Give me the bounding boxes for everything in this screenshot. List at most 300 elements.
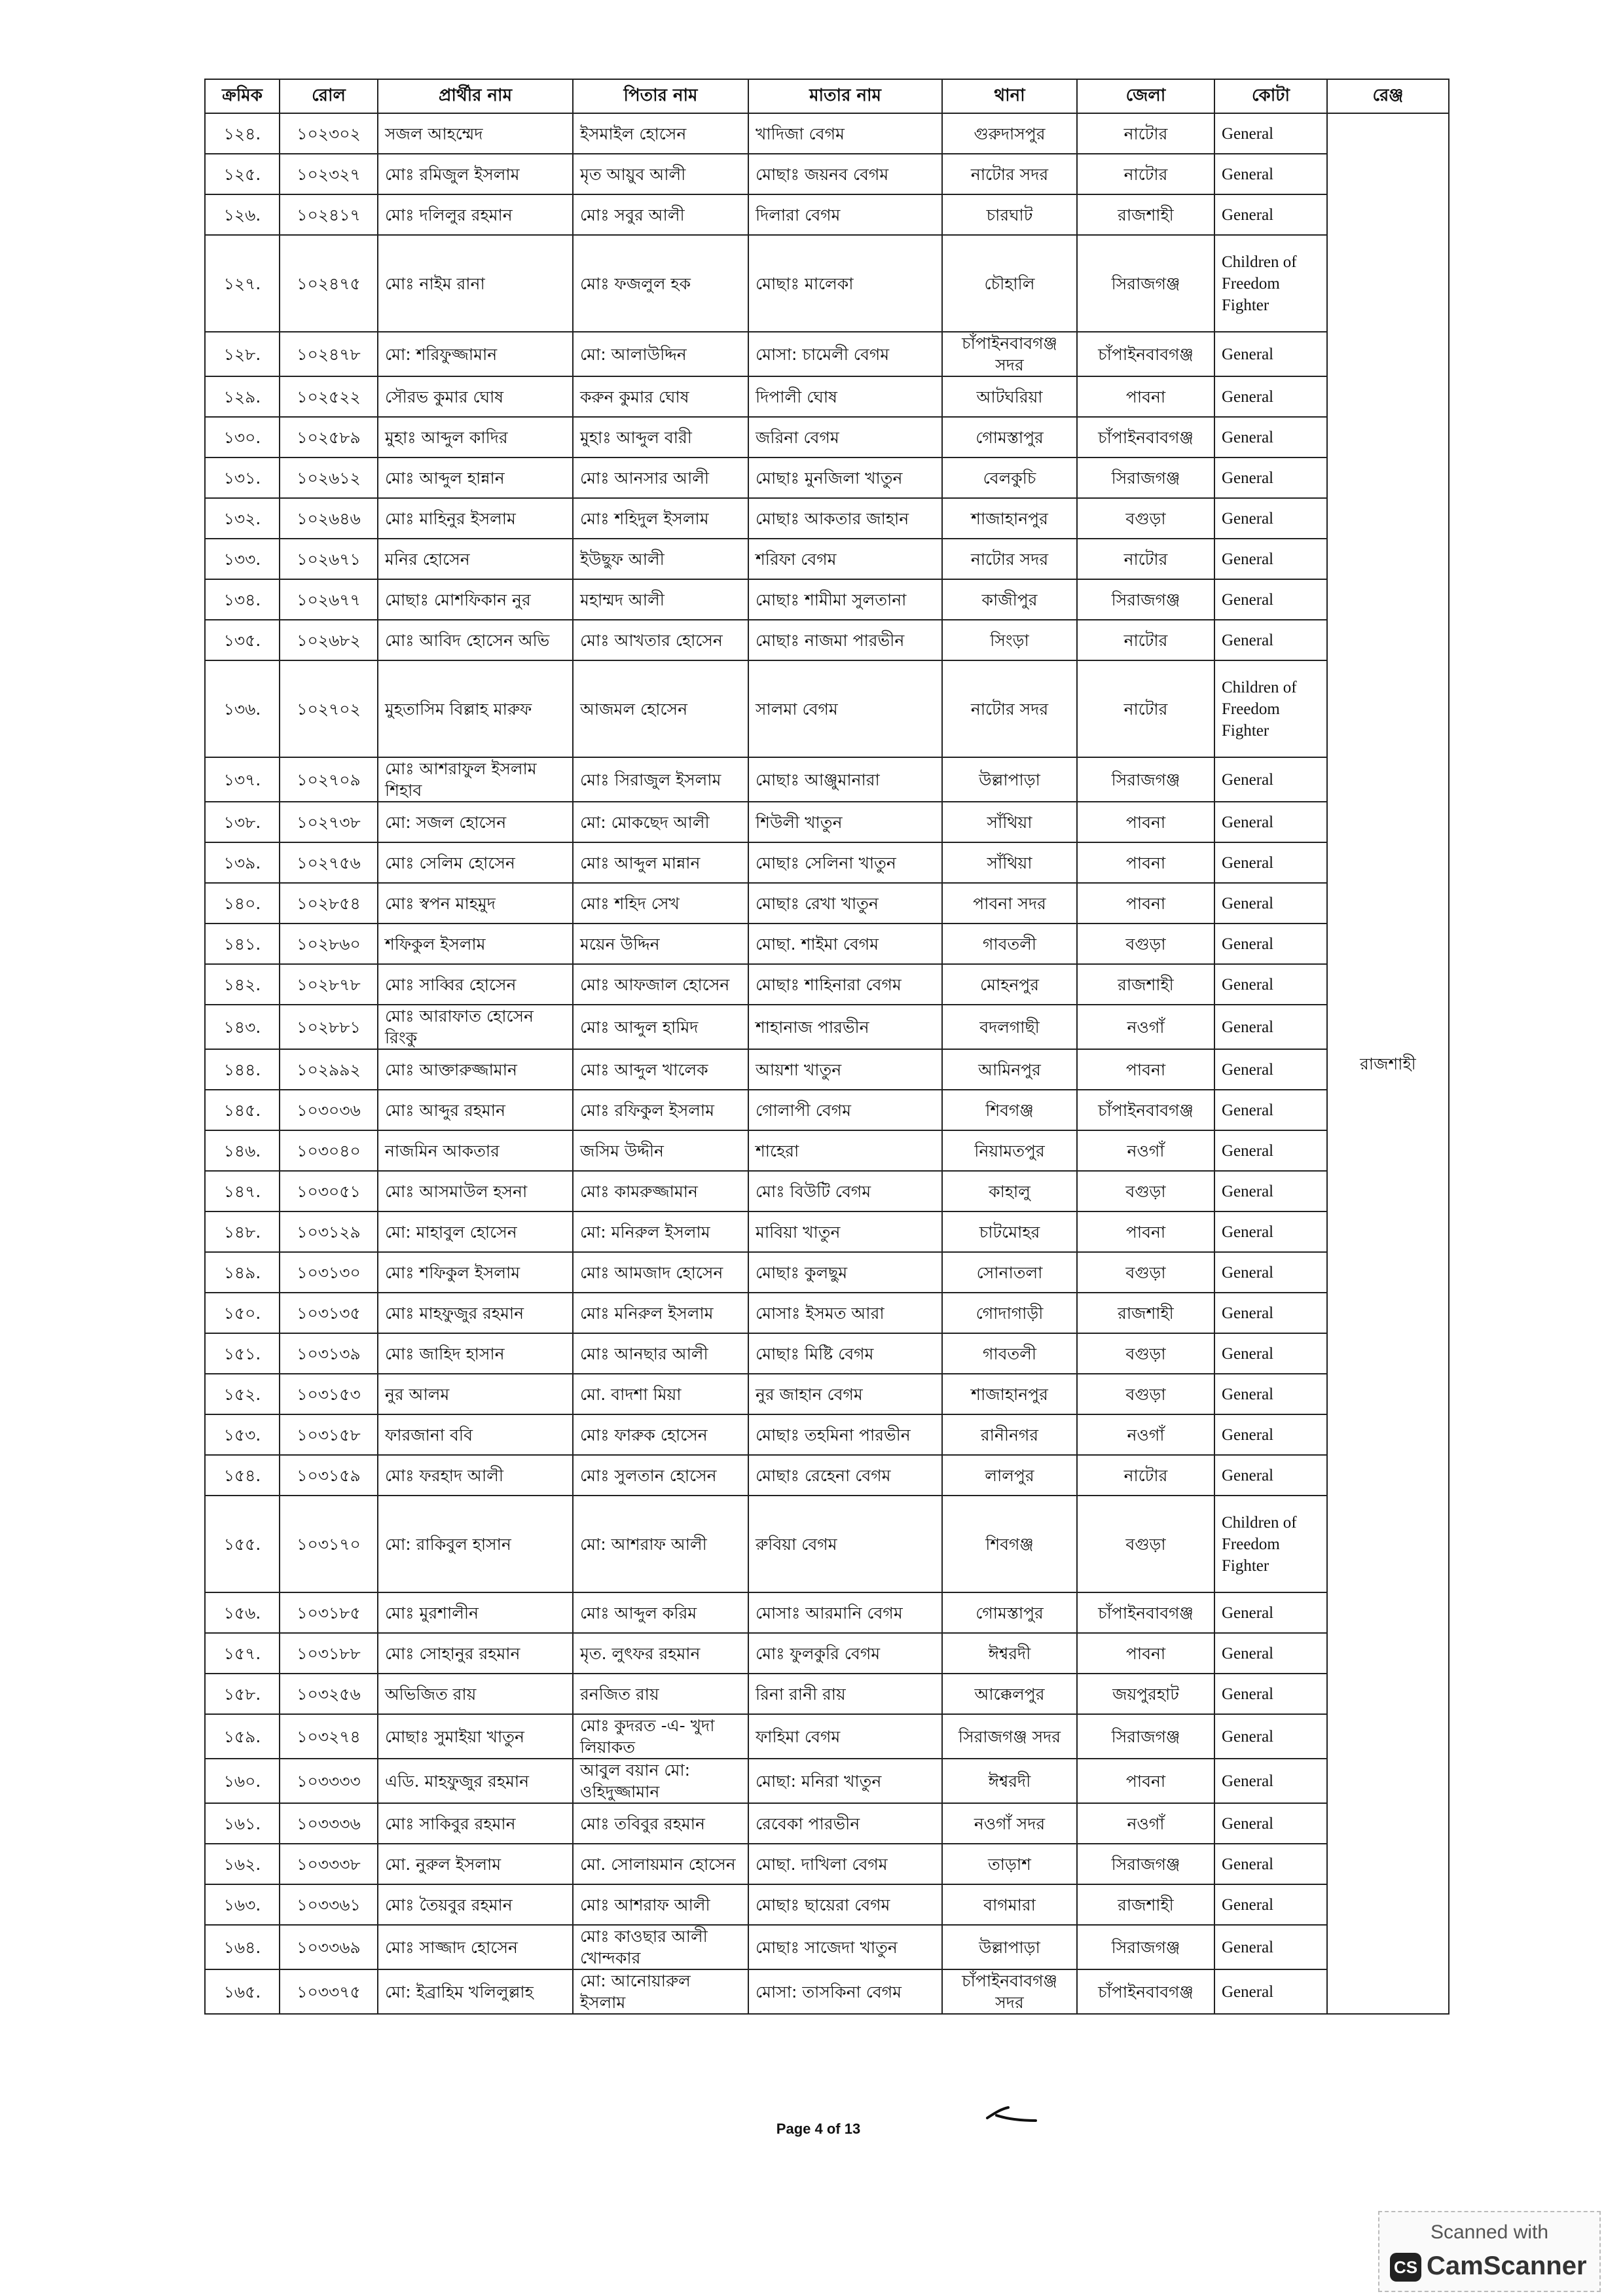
thana-cell: গুরুদাসপুর: [942, 113, 1077, 154]
father-name-cell: মোঃ কামরুজ্জামান: [573, 1171, 748, 1211]
serial-cell: ১৪২.: [205, 964, 280, 1005]
district-cell: নওগাঁ: [1077, 1803, 1214, 1844]
candidate-name-cell: মোঃ আরাফাত হোসেন রিংকু: [378, 1005, 573, 1049]
father-name-cell: মো: আনোয়ারুল ইসলাম: [573, 1969, 748, 2014]
roll-cell: ১০২৪১৭: [280, 194, 378, 235]
table-row: [205, 1293, 1449, 1333]
thana-cell: সিরাজগঞ্জ সদর: [942, 1714, 1077, 1759]
father-name-cell: মো. বাদশা মিয়া: [573, 1374, 748, 1414]
serial-cell: ১৩৫.: [205, 620, 280, 660]
candidate-name-cell: মোঃ ফরহাদ আলী: [378, 1455, 573, 1496]
thana-cell: শিবগঞ্জ: [942, 1496, 1077, 1592]
quota-cell: General: [1214, 757, 1327, 802]
mother-name-cell: নুর জাহান বেগম: [748, 1374, 942, 1414]
serial-cell: ১৪৩.: [205, 1005, 280, 1049]
serial-cell: ১৪০.: [205, 883, 280, 924]
header-candidate-name: প্রার্থীর নাম: [378, 79, 573, 113]
father-name-cell: আজমল হোসেন: [573, 660, 748, 757]
mother-name-cell: মোছাঃ কুলছুম: [748, 1252, 942, 1293]
roll-cell: ১০৩১৩৫: [280, 1293, 378, 1333]
quota-cell: General: [1214, 1455, 1327, 1496]
thana-cell: বেলকুচি: [942, 457, 1077, 498]
district-cell: চাঁপাইনবাবগঞ্জ: [1077, 332, 1214, 376]
father-name-cell: মোঃ আখতার হোসেন: [573, 620, 748, 660]
father-name-cell: মোঃ কুদরত -এ- খুদা লিয়াকত: [573, 1714, 748, 1759]
roll-cell: ১০২৬৭৭: [280, 579, 378, 620]
header-district: জেলা: [1077, 79, 1214, 113]
quota-cell: General: [1214, 802, 1327, 842]
candidate-name-cell: মো: মাহাবুল হোসেন: [378, 1211, 573, 1252]
mother-name-cell: রেবেকা পারভীন: [748, 1803, 942, 1844]
thana-cell: সোনাতলা: [942, 1252, 1077, 1293]
serial-cell: ১৫৯.: [205, 1714, 280, 1759]
father-name-cell: করুন কুমার ঘোষ: [573, 376, 748, 417]
father-name-cell: মোঃ আফজাল হোসেন: [573, 964, 748, 1005]
district-cell: চাঁপাইনবাবগঞ্জ: [1077, 417, 1214, 457]
roll-cell: ১০২৬৪৬: [280, 498, 378, 539]
candidate-name-cell: মোঃ মুরশালীন: [378, 1592, 573, 1633]
mother-name-cell: মোছাঃ মালেকা: [748, 235, 942, 332]
mother-name-cell: মোছাঃ শাহিনারা বেগম: [748, 964, 942, 1005]
candidate-name-cell: সজল আহম্মেদ: [378, 113, 573, 154]
roll-cell: ১০৩১৭০: [280, 1496, 378, 1592]
table-row: [205, 457, 1449, 498]
father-name-cell: মোঃ সুলতান হোসেন: [573, 1455, 748, 1496]
header-quota: কোটা: [1214, 79, 1327, 113]
quota-cell: General: [1214, 1049, 1327, 1090]
mother-name-cell: রিনা রানী রায়: [748, 1674, 942, 1714]
roll-cell: ১০২৭৩৮: [280, 802, 378, 842]
serial-cell: ১২৯.: [205, 376, 280, 417]
quota-cell: General: [1214, 579, 1327, 620]
thana-cell: পাবনা সদর: [942, 883, 1077, 924]
candidate-table: [204, 79, 1450, 2015]
district-cell: পাবনা: [1077, 1759, 1214, 1803]
candidate-name-cell: মোঃ সাকিবুর রহমান: [378, 1803, 573, 1844]
thana-cell: ঈশ্বরদী: [942, 1759, 1077, 1803]
roll-cell: ১০৩২৭৪: [280, 1714, 378, 1759]
thana-cell: সাঁথিয়া: [942, 842, 1077, 883]
candidate-name-cell: মোঃ জাহিদ হাসান: [378, 1333, 573, 1374]
father-name-cell: মোঃ আমজাদ হোসেন: [573, 1252, 748, 1293]
thana-cell: গোদাগাড়ী: [942, 1293, 1077, 1333]
roll-cell: ১০২৭০২: [280, 660, 378, 757]
father-name-cell: মো: আশরাফ আলী: [573, 1496, 748, 1592]
table-row: [205, 1252, 1449, 1293]
table-row: [205, 842, 1449, 883]
mother-name-cell: মাবিয়া খাতুন: [748, 1211, 942, 1252]
roll-cell: ১০৩৩৩৬: [280, 1803, 378, 1844]
table-row: [205, 1633, 1449, 1674]
candidate-name-cell: মোঃ রমিজুল ইসলাম: [378, 154, 573, 194]
mother-name-cell: দিলারা বেগম: [748, 194, 942, 235]
serial-cell: ১৫২.: [205, 1374, 280, 1414]
quota-cell: General: [1214, 1844, 1327, 1884]
thana-cell: কাহালু: [942, 1171, 1077, 1211]
father-name-cell: মোঃ আব্দুল খালেক: [573, 1049, 748, 1090]
thana-cell: মোহনপুর: [942, 964, 1077, 1005]
serial-cell: ১২৬.: [205, 194, 280, 235]
mother-name-cell: মোসাঃ আরমানি বেগম: [748, 1592, 942, 1633]
district-cell: নাটোর: [1077, 113, 1214, 154]
range-cell: রাজশাহী: [1327, 113, 1449, 2014]
candidate-name-cell: মোঃ সাব্বির হোসেন: [378, 964, 573, 1005]
roll-cell: ১০২৫২২: [280, 376, 378, 417]
father-name-cell: ইউছুফ আলী: [573, 539, 748, 579]
mother-name-cell: মোসা: চামেলী বেগম: [748, 332, 942, 376]
thana-cell: শিবগঞ্জ: [942, 1090, 1077, 1130]
table-row: [205, 1049, 1449, 1090]
thana-cell: শাজাহানপুর: [942, 498, 1077, 539]
district-cell: পাবনা: [1077, 1633, 1214, 1674]
table-row: [205, 1005, 1449, 1049]
father-name-cell: মো: মোকছেদ আলী: [573, 802, 748, 842]
district-cell: নাটোর: [1077, 660, 1214, 757]
roll-cell: ১০২৬৭১: [280, 539, 378, 579]
father-name-cell: ইসমাইল হোসেন: [573, 113, 748, 154]
header-row: [205, 79, 1449, 113]
quota-cell: General: [1214, 1633, 1327, 1674]
serial-cell: ১৬২.: [205, 1844, 280, 1884]
father-name-cell: মোঃ আনছার আলী: [573, 1333, 748, 1374]
roll-cell: ১০২৬১২: [280, 457, 378, 498]
camscanner-logo-icon: CS: [1390, 2253, 1421, 2282]
thana-cell: বাগমারা: [942, 1884, 1077, 1925]
table-row: [205, 1496, 1449, 1592]
roll-cell: ১০৩১৮৮: [280, 1633, 378, 1674]
quota-cell: General: [1214, 1090, 1327, 1130]
mother-name-cell: মোছাঃ আকতার জাহান: [748, 498, 942, 539]
thana-cell: বদলগাছী: [942, 1005, 1077, 1049]
candidate-name-cell: নুর আলম: [378, 1374, 573, 1414]
table-row: [205, 235, 1449, 332]
district-cell: চাঁপাইনবাবগঞ্জ: [1077, 1592, 1214, 1633]
roll-cell: ১০৩১৫৩: [280, 1374, 378, 1414]
table-row: [205, 1455, 1449, 1496]
header-serial: ক্রমিক: [205, 79, 280, 113]
thana-cell: চাঁপাইনবাবগঞ্জ সদর: [942, 1969, 1077, 2014]
quota-cell: General: [1214, 498, 1327, 539]
mother-name-cell: শরিফা বেগম: [748, 539, 942, 579]
quota-cell: General: [1214, 1130, 1327, 1171]
district-cell: বগুড়া: [1077, 1374, 1214, 1414]
candidate-name-cell: মোঃ আবিদ হোসেন অভি: [378, 620, 573, 660]
candidate-name-cell: মোঃ আসমাউল হসনা: [378, 1171, 573, 1211]
candidate-name-cell: মোছাঃ সুমাইয়া খাতুন: [378, 1714, 573, 1759]
thana-cell: চাটমোহর: [942, 1211, 1077, 1252]
table-row: [205, 1130, 1449, 1171]
district-cell: পাবনা: [1077, 376, 1214, 417]
district-cell: নওগাঁ: [1077, 1130, 1214, 1171]
mother-name-cell: ফাহিমা বেগম: [748, 1714, 942, 1759]
mother-name-cell: মোছাঃ আঞ্জুমানারা: [748, 757, 942, 802]
serial-cell: ১৩৯.: [205, 842, 280, 883]
candidate-name-cell: ফারজানা ববি: [378, 1414, 573, 1455]
roll-cell: ১০২৮৮১: [280, 1005, 378, 1049]
mother-name-cell: মোছাঃ রেখা খাতুন: [748, 883, 942, 924]
father-name-cell: মোঃ আব্দুল মান্নান: [573, 842, 748, 883]
thana-cell: গোমস্তাপুর: [942, 1592, 1077, 1633]
candidate-name-cell: মোছাঃ মোশফিকান নুর: [378, 579, 573, 620]
table-row: [205, 1844, 1449, 1884]
district-cell: সিরাজগঞ্জ: [1077, 757, 1214, 802]
district-cell: জয়পুরহাট: [1077, 1674, 1214, 1714]
district-cell: পাবনা: [1077, 883, 1214, 924]
mother-name-cell: মোসাঃ ইসমত আরা: [748, 1293, 942, 1333]
mother-name-cell: জরিনা বেগম: [748, 417, 942, 457]
mother-name-cell: মোঃ বিউটি বেগম: [748, 1171, 942, 1211]
serial-cell: ১৩২.: [205, 498, 280, 539]
roll-cell: ১০২৭০৯: [280, 757, 378, 802]
quota-cell: General: [1214, 376, 1327, 417]
thana-cell: আক্কেলপুর: [942, 1674, 1077, 1714]
mother-name-cell: সালমা বেগম: [748, 660, 942, 757]
candidate-name-cell: মো: ইব্রাহিম খলিলুল্লাহ: [378, 1969, 573, 2014]
roll-cell: ১০২৮৬০: [280, 924, 378, 964]
serial-cell: ১৬৩.: [205, 1884, 280, 1925]
quota-cell: General: [1214, 1803, 1327, 1844]
candidate-name-cell: মো: শরিফুজ্জামান: [378, 332, 573, 376]
district-cell: নওগাঁ: [1077, 1414, 1214, 1455]
roll-cell: ১০২৫৮৯: [280, 417, 378, 457]
serial-cell: ১৪৯.: [205, 1252, 280, 1293]
table-row: [205, 1171, 1449, 1211]
header-mother-name: মাতার নাম: [748, 79, 942, 113]
district-cell: নওগাঁ: [1077, 1005, 1214, 1049]
quota-cell: General: [1214, 1969, 1327, 2014]
father-name-cell: মো: মনিরুল ইসলাম: [573, 1211, 748, 1252]
father-name-cell: রনজিত রায়: [573, 1674, 748, 1714]
mother-name-cell: গোলাপী বেগম: [748, 1090, 942, 1130]
quota-cell: General: [1214, 1374, 1327, 1414]
table-row: [205, 1090, 1449, 1130]
candidate-name-cell: মুহতাসিম বিল্লাহ মারুফ: [378, 660, 573, 757]
father-name-cell: মোঃ ফজলুল হক: [573, 235, 748, 332]
candidate-name-cell: মো. নুরুল ইসলাম: [378, 1844, 573, 1884]
table-row: [205, 802, 1449, 842]
mother-name-cell: মোছাঃ তহমিনা পারভীন: [748, 1414, 942, 1455]
quota-cell: General: [1214, 539, 1327, 579]
father-name-cell: মোঃ মনিরুল ইসলাম: [573, 1293, 748, 1333]
signature-mark: [982, 2101, 1041, 2127]
district-cell: সিরাজগঞ্জ: [1077, 457, 1214, 498]
thana-cell: উল্লাপাড়া: [942, 757, 1077, 802]
mother-name-cell: মোছাঃ সেলিনা খাতুন: [748, 842, 942, 883]
candidate-name-cell: মোঃ আক্তারুজ্জামান: [378, 1049, 573, 1090]
header-range: রেঞ্জ: [1327, 79, 1449, 113]
candidate-name-cell: মোঃ নাইম রানা: [378, 235, 573, 332]
quota-cell: General: [1214, 1005, 1327, 1049]
roll-cell: ১০২৪৭৮: [280, 332, 378, 376]
thana-cell: সিংড়া: [942, 620, 1077, 660]
candidate-name-cell: মুহাঃ আব্দুল কাদির: [378, 417, 573, 457]
serial-cell: ১২৭.: [205, 235, 280, 332]
serial-cell: ১৪৪.: [205, 1049, 280, 1090]
thana-cell: তাড়াশ: [942, 1844, 1077, 1884]
table-row: [205, 620, 1449, 660]
thana-cell: রানীনগর: [942, 1414, 1077, 1455]
mother-name-cell: মোসা: তাসকিনা বেগম: [748, 1969, 942, 2014]
roll-cell: ১০৩১৩০: [280, 1252, 378, 1293]
roll-cell: ১০২৮৭৮: [280, 964, 378, 1005]
roll-cell: ১০২৬৮২: [280, 620, 378, 660]
thana-cell: কাজীপুর: [942, 579, 1077, 620]
father-name-cell: মোঃ শহিদ সেখ: [573, 883, 748, 924]
table-row: [205, 154, 1449, 194]
district-cell: সিরাজগঞ্জ: [1077, 1714, 1214, 1759]
thana-cell: গোমস্তাপুর: [942, 417, 1077, 457]
quota-cell: General: [1214, 842, 1327, 883]
quota-cell: General: [1214, 964, 1327, 1005]
header-thana: থানা: [942, 79, 1077, 113]
candidate-name-cell: মোঃ আব্দুল হান্নান: [378, 457, 573, 498]
father-name-cell: মোঃ সিরাজুল ইসলাম: [573, 757, 748, 802]
candidate-name-cell: মো: সজল হোসেন: [378, 802, 573, 842]
quota-cell: General: [1214, 1759, 1327, 1803]
roll-cell: ১০৩১৫৮: [280, 1414, 378, 1455]
roll-cell: ১০৩৩৩৮: [280, 1844, 378, 1884]
father-name-cell: মো: আলাউদ্দিন: [573, 332, 748, 376]
roll-cell: ১০২৮৫৪: [280, 883, 378, 924]
quota-cell: Children of Freedom Fighter: [1214, 1496, 1327, 1592]
mother-name-cell: মোছাঃ নাজমা পারভীন: [748, 620, 942, 660]
serial-cell: ১৩০.: [205, 417, 280, 457]
mother-name-cell: মোছাঃ জয়নব বেগম: [748, 154, 942, 194]
district-cell: সিরাজগঞ্জ: [1077, 1844, 1214, 1884]
father-name-cell: মোঃ আব্দুল করিম: [573, 1592, 748, 1633]
district-cell: বগুড়া: [1077, 1496, 1214, 1592]
table-row: [205, 924, 1449, 964]
table-row: [205, 1969, 1449, 2014]
roll-cell: ১০২৩২৭: [280, 154, 378, 194]
serial-cell: ১৪৬.: [205, 1130, 280, 1171]
roll-cell: ১০৩৩৭৫: [280, 1969, 378, 2014]
quota-cell: Children of Freedom Fighter: [1214, 660, 1327, 757]
roll-cell: ১০২৩০২: [280, 113, 378, 154]
candidate-name-cell: মো: রাকিবুল হাসান: [378, 1496, 573, 1592]
camscanner-brand-text: CamScanner: [1427, 2251, 1587, 2280]
serial-cell: ১৩৮.: [205, 802, 280, 842]
district-cell: চাঁপাইনবাবগঞ্জ: [1077, 1090, 1214, 1130]
candidate-name-cell: মোঃ তৈয়বুর রহমান: [378, 1884, 573, 1925]
serial-cell: ১৬১.: [205, 1803, 280, 1844]
district-cell: পাবনা: [1077, 1211, 1214, 1252]
quota-cell: General: [1214, 924, 1327, 964]
table-row: [205, 1884, 1449, 1925]
mother-name-cell: শাহেরা: [748, 1130, 942, 1171]
district-cell: পাবনা: [1077, 1049, 1214, 1090]
candidate-name-cell: মোঃ দলিলুর রহমান: [378, 194, 573, 235]
serial-cell: ১৩৬.: [205, 660, 280, 757]
thana-cell: গাবতলী: [942, 1333, 1077, 1374]
roll-cell: ১০৩২৫৬: [280, 1674, 378, 1714]
thana-cell: ঈশ্বরদী: [942, 1633, 1077, 1674]
page-number: Page 4 of 13: [776, 2121, 861, 2137]
serial-cell: ১৩১.: [205, 457, 280, 498]
mother-name-cell: মোছাঃ সাজেদা খাতুন: [748, 1925, 942, 1969]
father-name-cell: মোঃ আশরাফ আলী: [573, 1884, 748, 1925]
mother-name-cell: মোছা: মনিরা খাতুন: [748, 1759, 942, 1803]
thana-cell: উল্লাপাড়া: [942, 1925, 1077, 1969]
mother-name-cell: আয়শা খাতুন: [748, 1049, 942, 1090]
serial-cell: ১৬৪.: [205, 1925, 280, 1969]
quota-cell: General: [1214, 1925, 1327, 1969]
district-cell: নাটোর: [1077, 1455, 1214, 1496]
roll-cell: ১০৩৩৩৩: [280, 1759, 378, 1803]
serial-cell: ১৫৫.: [205, 1496, 280, 1592]
mother-name-cell: মোছাঃ শামীমা সুলতানা: [748, 579, 942, 620]
candidate-name-cell: সৌরভ কুমার ঘোষ: [378, 376, 573, 417]
table-row: [205, 1211, 1449, 1252]
serial-cell: ১৬০.: [205, 1759, 280, 1803]
thana-cell: গাবতলী: [942, 924, 1077, 964]
district-cell: নাটোর: [1077, 620, 1214, 660]
district-cell: বগুড়া: [1077, 1252, 1214, 1293]
candidate-name-cell: মোঃ আব্দুর রহমান: [378, 1090, 573, 1130]
table-row: [205, 1925, 1449, 1969]
serial-cell: ১৪১.: [205, 924, 280, 964]
mother-name-cell: মোছাঃ মুনজিলা খাতুন: [748, 457, 942, 498]
candidate-name-cell: মোঃ আশরাফুল ইসলাম শিহাব: [378, 757, 573, 802]
father-name-cell: মুহাঃ আব্দুল বারী: [573, 417, 748, 457]
mother-name-cell: মোছাঃ মিষ্টি বেগম: [748, 1333, 942, 1374]
candidate-name-cell: মোঃ সোহানুর রহমান: [378, 1633, 573, 1674]
father-name-cell: আবুল বয়ান মো: ওহিদুজ্জামান: [573, 1759, 748, 1803]
header-roll: রোল: [280, 79, 378, 113]
father-name-cell: মৃত. লুৎফর রহমান: [573, 1633, 748, 1674]
thana-cell: নাটোর সদর: [942, 660, 1077, 757]
candidate-name-cell: নাজমিন আকতার: [378, 1130, 573, 1171]
table-row: [205, 498, 1449, 539]
table-row: [205, 964, 1449, 1005]
roll-cell: ১০৩০৪০: [280, 1130, 378, 1171]
serial-cell: ১৫৭.: [205, 1633, 280, 1674]
roll-cell: ১০৩১৮৫: [280, 1592, 378, 1633]
mother-name-cell: রুবিয়া বেগম: [748, 1496, 942, 1592]
thana-cell: আটঘরিয়া: [942, 376, 1077, 417]
candidate-name-cell: মনির হোসেন: [378, 539, 573, 579]
table-row: [205, 332, 1449, 376]
father-name-cell: মোঃ আব্দুল হামিদ: [573, 1005, 748, 1049]
district-cell: পাবনা: [1077, 802, 1214, 842]
mother-name-cell: মোছা. দাখিলা বেগম: [748, 1844, 942, 1884]
father-name-cell: জসিম উদ্দীন: [573, 1130, 748, 1171]
roll-cell: ১০৩০৫১: [280, 1171, 378, 1211]
quota-cell: Children of Freedom Fighter: [1214, 235, 1327, 332]
quota-cell: General: [1214, 1252, 1327, 1293]
mother-name-cell: মোছা. শাইমা বেগম: [748, 924, 942, 964]
father-name-cell: মহাম্মদ আলী: [573, 579, 748, 620]
table-row: [205, 113, 1449, 154]
header-father-name: পিতার নাম: [573, 79, 748, 113]
father-name-cell: মোঃ শহিদুল ইসলাম: [573, 498, 748, 539]
thana-cell: চারঘাট: [942, 194, 1077, 235]
thana-cell: নাটোর সদর: [942, 539, 1077, 579]
district-cell: রাজশাহী: [1077, 964, 1214, 1005]
camscanner-watermark: [1378, 2211, 1601, 2292]
table-row: [205, 579, 1449, 620]
quota-cell: General: [1214, 1674, 1327, 1714]
table-row: [205, 1333, 1449, 1374]
table-row: [205, 1759, 1449, 1803]
table-row: [205, 376, 1449, 417]
serial-cell: ১৪৮.: [205, 1211, 280, 1252]
candidate-name-cell: অভিজিত রায়: [378, 1674, 573, 1714]
district-cell: নাটোর: [1077, 539, 1214, 579]
district-cell: বগুড়া: [1077, 498, 1214, 539]
district-cell: বগুড়া: [1077, 1171, 1214, 1211]
table-row: [205, 1803, 1449, 1844]
